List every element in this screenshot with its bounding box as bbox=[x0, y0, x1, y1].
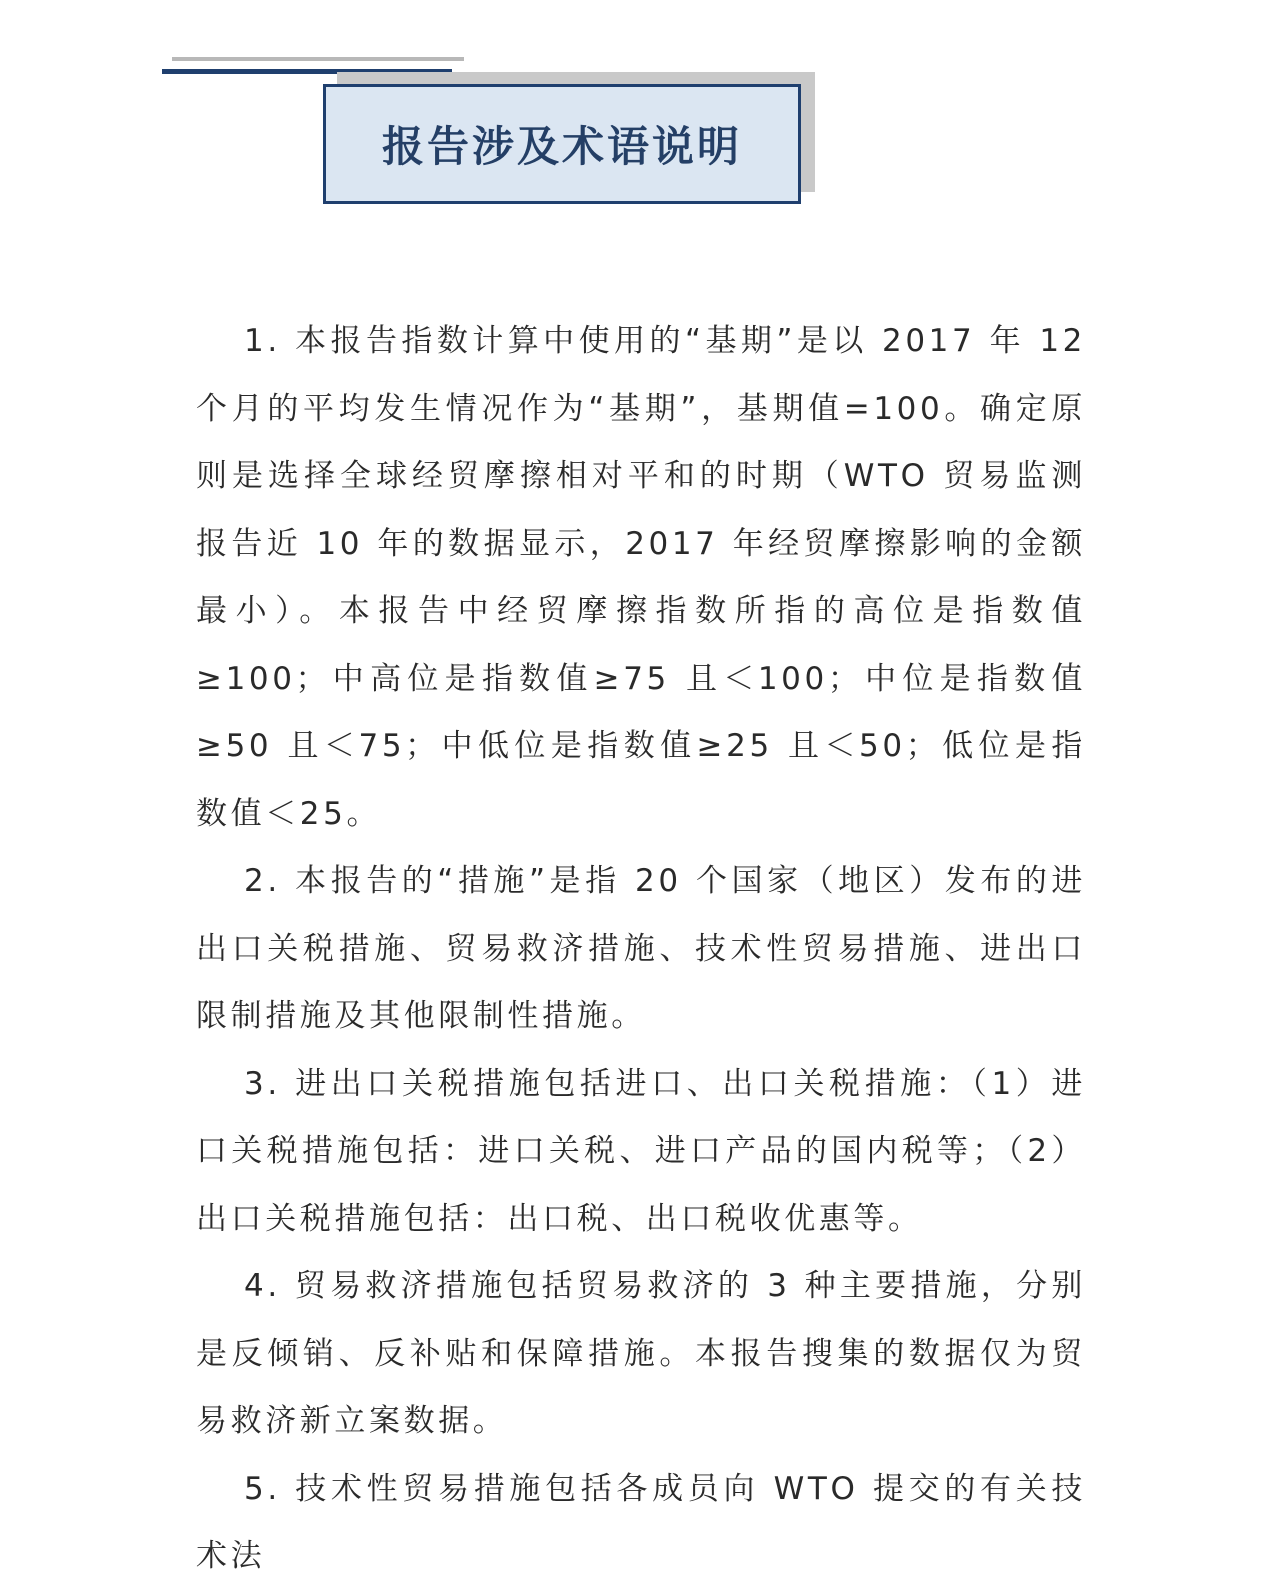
term-paragraph-3: 3. 进出口关税措施包括进口、出口关税措施：（1）进口关税措施包括：进口关税、进口产品的国内税等；（2）出口关税措施包括：出口税、出口税收优惠等。 bbox=[196, 1065, 1086, 1237]
term-paragraph-5: 5. 技术性贸易措施包括各成员向 WTO 提交的有关技术法 bbox=[196, 1470, 1086, 1574]
term-paragraph-4: 4. 贸易救济措施包括贸易救济的 3 种主要措施，分别是反倾销、反补贴和保障措施。本报告搜集的数据仅为贸易救济新立案数据。 bbox=[196, 1268, 1086, 1439]
term-paragraph-2: 2. 本报告的“措施”是指 20 个国家（地区）发布的进出口关税措施、贸易救济措施、技术性贸易措施、进出口限制措施及其他限制性措施。 bbox=[196, 863, 1086, 1034]
term-paragraph-1: 1. 本报告指数计算中使用的“基期”是以 2017 年 12 个月的平均发生情况作为“基期”，基期值=100。确定原则是选择全球经贸摩擦相对平和的时期（WTO 贸易监测报告近 10 年的数据显示，2017 年经贸摩擦影响的金额最小）。本报告中经贸摩擦指数所指的高位是指数值≥100；中高位是指数值≥75 且＜100；中位是指数值≥50 且＜75；中低位是指数值≥25 且＜50；低位是指数值＜25。 bbox=[196, 323, 1086, 832]
header-decorative-line-gray bbox=[172, 57, 464, 61]
title-box bbox=[323, 84, 801, 204]
page-title: 报告涉及术语说明 bbox=[381, 122, 742, 171]
terms-content bbox=[196, 308, 1086, 1591]
